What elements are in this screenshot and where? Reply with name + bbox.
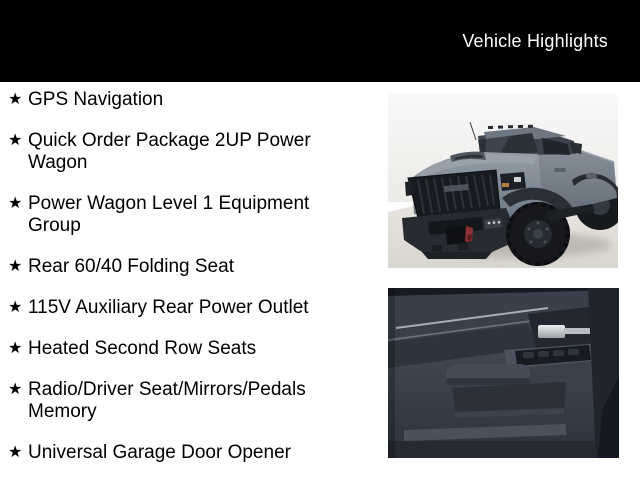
header-bar — [0, 0, 640, 82]
highlight-text: Power Wagon Level 1 Equipment Group — [28, 193, 310, 236]
highlight-text: Heated Second Row Seats — [28, 338, 257, 359]
list-item — [8, 130, 338, 174]
star-bullet-icon: ★ — [8, 340, 23, 357]
highlight-text: Quick Order Package 2UP Power Wagon — [28, 130, 311, 173]
highlight-text: GPS Navigation — [28, 89, 164, 110]
star-bullet-icon: ★ — [8, 195, 23, 212]
star-bullet-icon: ★ — [8, 132, 23, 149]
star-bullet-icon: ★ — [8, 444, 23, 461]
page-title: Vehicle Highlights — [462, 30, 608, 51]
highlights-list — [8, 89, 338, 483]
highlight-text: Radio/Driver Seat/Mirrors/Pedals Memory — [28, 379, 306, 422]
highlight-text: Universal Garage Door Opener — [28, 442, 291, 463]
vehicle-interior-photo — [388, 288, 619, 458]
list-item — [8, 89, 338, 111]
list-item — [8, 297, 338, 319]
star-bullet-icon: ★ — [8, 258, 23, 275]
list-item — [8, 338, 338, 360]
star-bullet-icon: ★ — [8, 381, 23, 398]
star-bullet-icon: ★ — [8, 299, 23, 316]
vehicle-exterior-photo — [388, 94, 618, 268]
list-item — [8, 442, 338, 464]
list-item — [8, 193, 338, 237]
list-item — [8, 256, 338, 278]
star-bullet-icon: ★ — [8, 91, 23, 108]
list-item — [8, 379, 338, 423]
highlight-text: Rear 60/40 Folding Seat — [28, 256, 234, 277]
highlight-text: 115V Auxiliary Rear Power Outlet — [28, 297, 309, 318]
